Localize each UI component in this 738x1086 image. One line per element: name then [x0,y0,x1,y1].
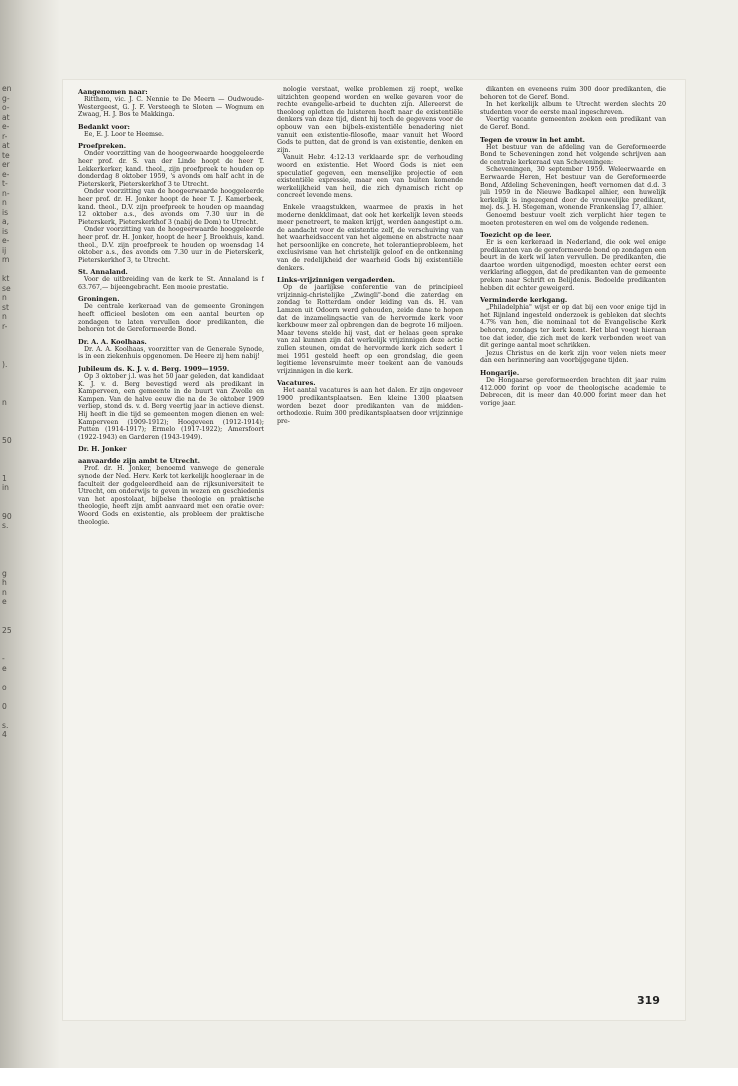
edge-fragment: se [2,283,11,293]
article-section [480,231,666,292]
edge-fragment: r- [2,321,8,331]
article-heading: Proefpreken. [78,142,126,151]
article-heading: aanvaardde zijn ambt te Utrecht. [78,457,200,466]
edge-fragment: e- [2,169,10,179]
edge-fragment: en [2,84,12,93]
article-paragraph: Er is een kerkeraad in Nederland, die ook wel enige predikanten van de gereformeerde bond op zondagen een beurt in de kerk wil laten vervullen. De predikanten, die daartoe worden uitgenodigd, moesten echter eerst een verklaring afleggen, dat de predikanten van de gemeente preken naar Schrift en Belijdenis. Bedoelde predikanten hebben dit echter geweigerd. [480,239,666,292]
article-heading: Groningen. [78,295,120,304]
article-paragraph: Het aantal vacatures is aan het dalen. Er zijn ongeveer 1900 predikantsplaatsen. Een kleine 1300 plaatsen worden bezet door predikanten van de midden-orthodoxie. Ruim 300 predikantsplaatsen door vrijzinnige pre- [277,387,463,425]
edge-fragment [2,550,18,560]
column-right [480,86,666,986]
article-heading: Dr. H. Jonker [78,445,127,454]
article-paragraph: De Hongaarse gereformeerden brachten dit jaar ruim 412.000 forint op voor de theologische academie te Debrecen, dit is meer dan 40.000 forint meer dan het vorige jaar. [480,377,666,407]
edge-fragment: te [2,150,10,160]
edge-fragment: ij [2,245,7,255]
edge-fragment: 50 [2,435,12,445]
edge-fragment [2,331,18,341]
article-paragraph: In het kerkelijk album te Utrecht werden slechts 20 studenten voor de eerste maal ingeschreven. [480,101,666,116]
edge-fragment: at [2,141,10,150]
article-section [78,123,264,139]
previous-page-edge [2,84,18,740]
edge-fragment: g [2,568,7,578]
edge-fragment: 0 [2,701,7,711]
column-middle [277,86,463,1086]
article-heading: Tegen de vrouw in het ambt. [480,135,585,144]
article-heading: Vacatures. [277,379,316,388]
edge-fragment [2,635,18,645]
article-heading: Jubileum ds. K. J. v. d. Berg. 1909—1959. [78,365,230,374]
page-number: 319 [637,994,660,1007]
edge-fragment: e- [2,236,10,245]
article-section [78,457,264,526]
article-paragraph: Veertig vacante gemeenten zoeken een predikant van de Geref. Bond. [480,116,666,131]
edge-fragment [2,540,18,550]
edge-fragment: 25 [2,625,12,635]
edge-fragment [2,692,18,702]
edge-fragment [2,388,18,398]
article-paragraph: Op de jaarlijkse conferentie van de principieel vrijzinnig-christelijke „Zwingli"-bond die zaterdag en zondag te Rotterdam onder leiding van ds. H. van Lamzen uit Odoorn werd gehouden, zeide dane te hopen dat de inzamelingsactie van de hervormde kerk voor kerkbouw meer zal opbrengen dan de begrote 16 miljoen. Maar tevens stelde hij vast, dat er helaas geen sprake van zal kunnen zijn dat werkelijk vrijzinnigen deze actie zullen steunen, omdat de hervormde kerk zich sedert 1 mei 1951 gesteld heeft op een grondslag, die geen legitieme levensruimte meer toekent aan de vanouds vrijzinnigen in die kerk. [277,284,463,375]
article-heading: St. Annaland. [78,268,128,277]
edge-fragment [2,464,18,474]
article-section [78,268,264,291]
edge-fragment: er [2,160,10,169]
edge-fragment: n [2,198,7,207]
article-paragraph: Onder voorzitting van de hoogeerwaarde hooggeleerde heer prof. dr. H. Jonker hoopt de heer T. J. Kamerbeek, kand. theol., D.V. zijn proefpreek te houden op maandag 12 oktober a.s., des avonds om 7.30 uur in de Pieterskerk, Pieterskerkhof 3 (nabij de Dom) te Utrecht. [78,188,264,226]
article-section [480,369,666,407]
article-heading: Bedankt voor: [78,122,130,131]
edge-fragment [2,341,18,351]
article-heading: Dr. A. A. Koolhaas. [78,337,147,346]
edge-fragment: a, [2,217,10,226]
edge-fragment [2,379,18,389]
article-paragraph: Prof. dr. H. Jonker, benoemd vanwege de generale synode der Ned. Herv. Kerk tot kerkelijk hoogleraar in de faculteit der godgeleerdheid aan de rijksuniversiteit te Utrecht, om onderwijs te geven in wezen en geschiedenis van het apostolaat, bijbelse theologie en praktische theologie, heeft zijn ambt aanvaard met een oratie over: Woord Gods en existentie, als probleem der praktische theologie. [78,465,264,526]
article-paragraph: Vanuit Hebr. 4:12-13 verklaarde spr. de verhouding woord en existentie. Het Woord Gods is niet een speculatief gegeven, een menselijke projectie of een existentiële expressie, maar een van buiten komende werkelijkheid van heil, die zich dynamisch richt op concreet levende mens. [277,154,463,200]
article-paragraph: Onder voorzitting van de hoogeerwaarde hooggeleerde heer prof. dr. S. van der Linde hoopt de heer T. Lekkerkerker, kand. theol., zijn proefpreek te houden op donderdag 8 oktober 1959, 's avonds om half acht in de Pieterskerk, Pieterskerkhof 3 te Utrecht. [78,150,264,188]
article-section [480,296,666,365]
column-left [78,86,264,986]
edge-fragment [2,711,18,721]
article-section [78,338,264,361]
article-section [277,379,463,425]
edge-fragment: ). [2,359,8,369]
article-section [480,136,666,228]
edge-fragment [2,493,18,503]
article-section [78,88,264,119]
article-paragraph: Op 3 oktober j.l. was het 50 jaar geleden, dat kandidaat K. J. v. d. Berg bevestigd werd als predikant in Kamperveen, een gemeente in de buurt van Zwolle en Kampen. Van de halve eeuw die na de 3e oktober 1909 verliep, stond ds. v. d. Berg veertig jaar in actieve dienst. Hij heeft in die tijd se gemeenten mogen dienen en wel: Kamperveen (1909-1912); Hoogeveen (1912-1914); Putten (1914-1917); Ermelo (1917-1922); Amersfoort (1922-1943) en Garderen (1943-1949). [78,373,264,441]
article-section [277,276,463,375]
edge-fragment: n [2,587,7,597]
edge-fragment: 4 [2,730,7,739]
edge-fragment [2,417,18,427]
edge-fragment [2,559,18,569]
edge-fragment: o- [2,103,10,112]
edge-fragment [2,607,18,617]
edge-fragment: at [2,112,10,122]
edge-fragment: - [2,654,5,663]
article-heading: Hongarije. [480,369,520,377]
edge-fragment [2,369,18,379]
edge-fragment: is [2,207,9,217]
article-paragraph: Ritthem, vic. J. C. Nennie te De Meern — Oudwoude-Westergeest, G. J. F. Versteegh te Sloten — Wognum en Zwaag, H. J. Bos te Makkinga. [78,96,264,119]
edge-fragment [2,616,18,626]
edge-fragment: e [2,663,7,673]
article-paragraph: Voor de uitbreiding van de kerk te St. Annaland is f 63.767,— bijeengebracht. Een mooie prestatie. [78,276,264,291]
edge-fragment: e [2,597,7,606]
edge-fragment: in [2,483,9,492]
edge-fragment [2,407,18,417]
edge-fragment [2,426,18,436]
edge-fragment [2,645,18,655]
article-heading: Links-vrijzinnigen vergaderden. [277,276,395,285]
edge-fragment [2,673,18,683]
edge-fragment: n [2,397,7,407]
edge-fragment: g- [2,93,10,103]
article-section [480,86,666,132]
edge-fragment: e- [2,122,10,131]
article-paragraph: Onder voorzitting van de hoogeerwaarde hooggeleerde heer prof. dr. H. Jonker, hoopt de heer J. Broekhuis, kand. theol., D.V. zijn proefpreek te houden op woensdag 14 oktober a.s., des avonds om 7.30 uur in de Pieterskerk, Pieterskerkhof 3, te Utrecht. [78,226,264,264]
edge-fragment: n [2,312,7,321]
article-section [78,295,264,333]
article-paragraph: Enkele vraagstukken, waarmee de praxis in het moderne denkklimaat, dat ook het kerkelijk leven steeds meer penetreert, te maken krijgt, werden aangestipt o.m. de aandacht voor de existentie zelf, de verschuiving van het waarheidsaccent van het algemene en abstracte naar het persoonlijke en concrete, het tolerantieprobleem, het exclusivisme van het christelijk geloof en de ontkenning van de redelijkheid der waarheid Gods bij existentiële denkers. [277,203,463,272]
article-section [78,445,264,453]
article-heading: Toezicht op de leer. [480,231,552,240]
article-paragraph: Ee, E. J. Loor te Heemse. [84,130,164,138]
edge-fragment [2,350,18,360]
edge-fragment: 90 [2,511,12,521]
edge-fragment [2,445,18,455]
edge-fragment: s. [2,720,9,730]
edge-fragment: t- [2,179,8,188]
edge-fragment [2,455,18,465]
edge-fragment: n- [2,188,10,198]
article-heading: Verminderde kerkgang. [480,296,568,305]
article-section [277,204,463,272]
edge-fragment: r- [2,131,8,141]
article-section [78,142,264,264]
article-paragraph: Dr. A. A. Koolhaas, voorzitter van de Generale Synode, is in een ziekenhuis opgenomen. De Heere zij hem nabij! [78,345,264,361]
article-paragraph: Jezus Christus en de kerk zijn voor velen niets meer dan een herinnering aan voorbijgegane tijden. [480,349,666,365]
article-paragraph: dikanten en eveneens ruim 300 door predikanten, die behoren tot de Geref. Bond. [480,86,666,101]
edge-fragment: h [2,578,7,587]
edge-fragment: kt [2,274,10,283]
article-section [277,86,463,200]
edge-fragment: m [2,255,10,264]
edge-fragment: st [2,302,9,312]
edge-fragment [2,502,18,512]
edge-fragment [2,531,18,541]
edge-fragment [2,265,18,275]
article-paragraph: „Philadelphia" wijst er op dat bij een voor enige tijd in het Rijnland ingesteld onderzoek is gebleken dat slechts 4.7% van hen, die nominaal tot de Evangelische Kerk behoren, zondags ter kerk komt. Het blad voegt hieraan toe dat ieder, die zich met de kerk verbonden weet van dit geringe aantal moet schrikken. [480,304,666,350]
article-paragraph: Het bestuur van de afdeling van de Gereformeerde Bond te Scheveningen zond het volgende schrijven aan de centrale kerkeraad van Scheveningen: [480,143,666,166]
article-paragraph: Scheveningen, 30 september 1959. Weleerwaarde en Eerwaarde Heren, Het bestuur van de Gereformeerde Bond, Afdeling Scheveningen, heeft vernomen dat d.d. 3 juli 1959 in de Nieuwe Badkapel alhier, een huwelijk kerkelijk is ingezegend door de vrouwelijke predikant, mej. ds. J. H. Stegeman, wonende Frankenslag 17, alhier. [480,166,666,212]
article-paragraph: Genoemd bestuur voelt zich verplicht hier tegen te moeten protesteren en wel om de volgende redenen. [480,211,666,227]
article-section [78,365,264,441]
edge-fragment: n [2,293,7,302]
article-paragraph: De centrale kerkeraad van de gemeente Groningen heeft officieel besloten om een aantal beurten op zondagen te laten vervullen door predikanten, die behoren tot de Gereformeerde Bond. [78,303,264,334]
edge-fragment: o [2,682,7,692]
article-paragraph: nologie verstaat, welke problemen zij roept, welke uitzichten geopend worden en welke gevaren voor de rechte evangelie-arbeid te duchten zijn. Allereerst de theoloog opletten de luisteren heeft naar de existentiële denkers van deze tijd, dient hij toch de gegevens voor de opbouw van een bijbels-existentiële benadering niet vanuit een existentie-filosofie, maar vanuit het Woord Gods te putten, dat de grond is van existentie, denken en zijn. [277,86,463,154]
article-heading: Aangenomen naar: [78,88,148,96]
edge-fragment: is [2,226,9,236]
edge-fragment: 1 [2,473,7,483]
edge-fragment: s. [2,521,9,530]
